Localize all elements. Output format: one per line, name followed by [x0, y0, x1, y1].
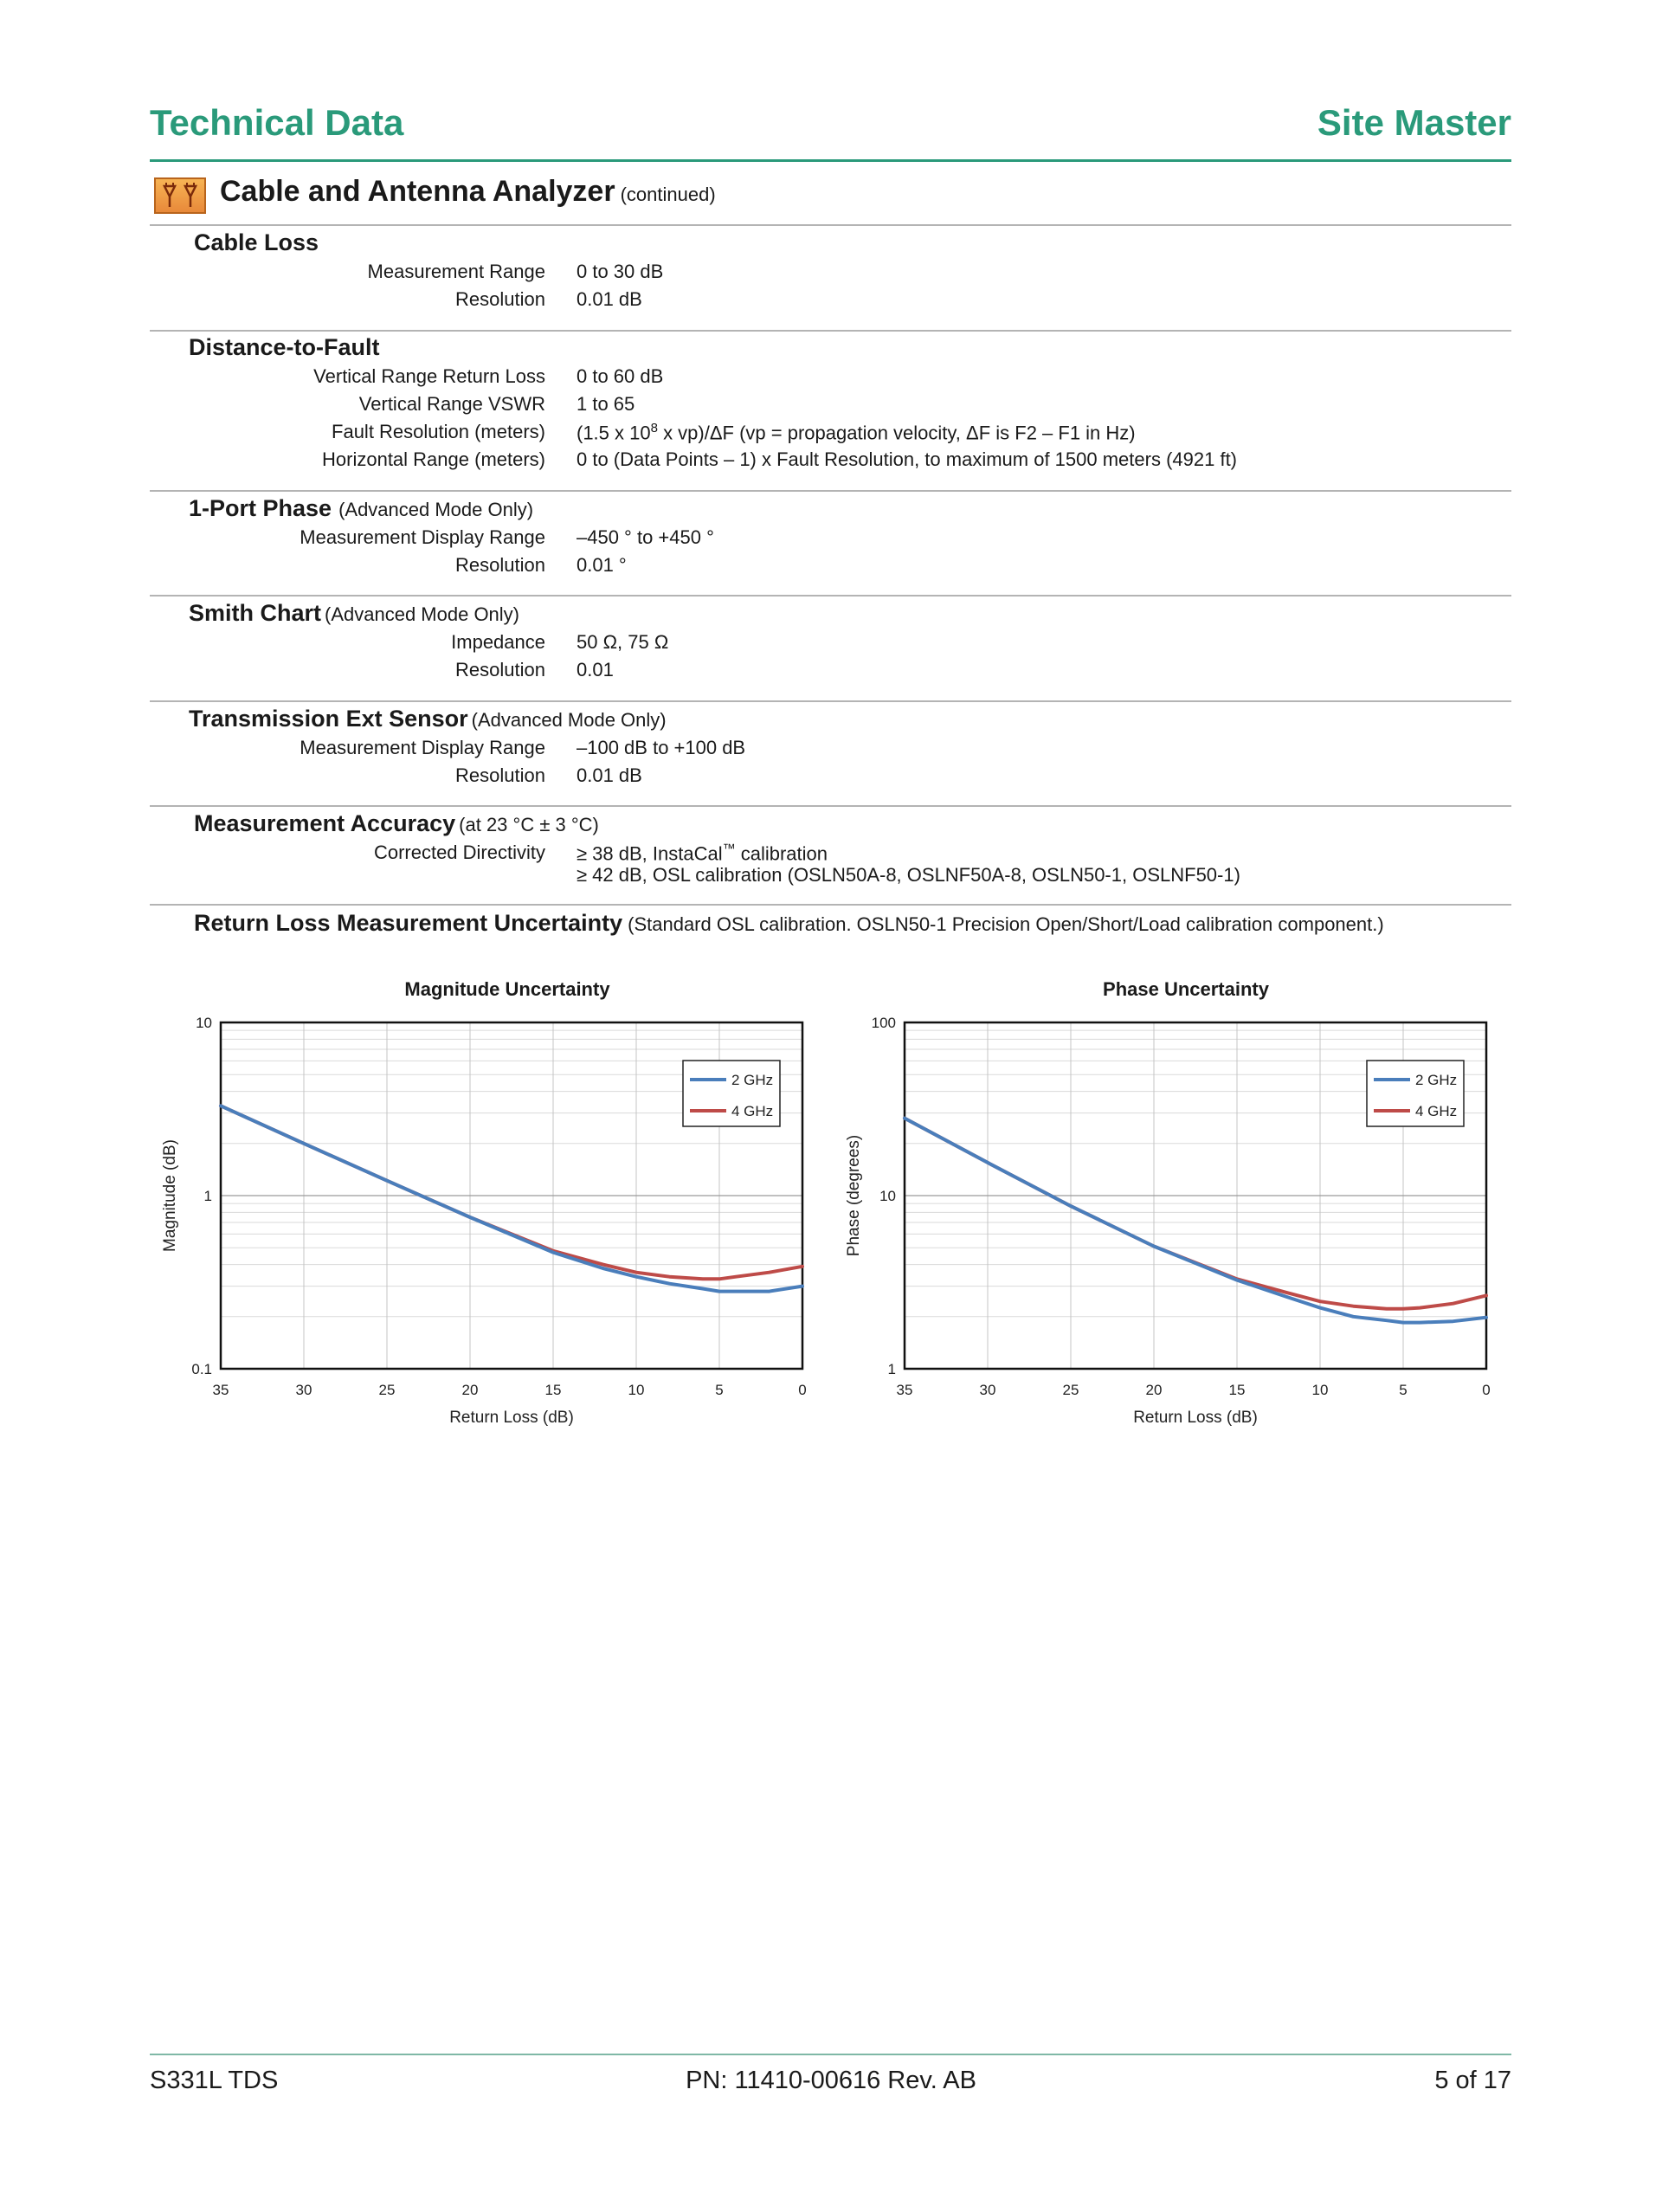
series-line-4-ghz — [905, 1119, 1486, 1309]
phase-chart-title: Phase Uncertainty — [1103, 978, 1269, 1000]
x-tick-label: 35 — [212, 1382, 229, 1398]
section-continued: (continued) — [620, 184, 716, 205]
legend-label: 4 GHz — [731, 1103, 774, 1119]
legend-label: 2 GHz — [1415, 1072, 1458, 1088]
accuracy-heading-text: Measurement Accuracy — [194, 810, 456, 836]
header-rule — [150, 159, 1511, 162]
x-tick-label: 0 — [1482, 1382, 1491, 1398]
footer-rule — [150, 2054, 1511, 2055]
smith-heading-text: Smith Chart — [189, 600, 322, 626]
x-tick-label: 35 — [896, 1382, 913, 1398]
divider — [150, 805, 1511, 807]
transmission-heading — [189, 706, 667, 732]
y-tick-label: 1 — [203, 1188, 212, 1204]
divider — [150, 330, 1511, 332]
magnitude-chart — [156, 1009, 814, 1446]
trademark-mark: ™ — [722, 842, 736, 856]
phase-heading — [189, 495, 533, 522]
spec-value — [577, 842, 828, 865]
accuracy-note: (at 23 °C ± 3 °C) — [459, 814, 599, 835]
magnitude-chart-svg — [156, 1009, 814, 1446]
spec-value: 0.01 dB — [577, 764, 642, 786]
transmission-note: (Advanced Mode Only) — [471, 709, 667, 731]
transmission-heading-text: Transmission Ext Sensor — [189, 706, 468, 732]
divider — [150, 224, 1511, 226]
spec-label: Measurement Range — [367, 261, 545, 282]
antenna-analyzer-icon — [154, 177, 206, 214]
spec-label: Measurement Display Range — [300, 737, 545, 758]
spec-value — [577, 421, 1136, 444]
x-tick-label: 30 — [295, 1382, 312, 1398]
legend-label: 4 GHz — [1415, 1103, 1458, 1119]
spec-label: Resolution — [455, 659, 545, 680]
x-tick-label: 10 — [1311, 1382, 1329, 1398]
header-title: Technical Data — [150, 102, 404, 143]
smith-heading — [189, 600, 519, 627]
section-title — [220, 175, 716, 209]
x-tick-label: 30 — [979, 1382, 996, 1398]
x-axis-label: Return Loss (dB) — [449, 1409, 574, 1427]
dtf-heading: Distance-to-Fault — [189, 334, 380, 360]
x-tick-label: 0 — [798, 1382, 807, 1398]
x-tick-label: 15 — [544, 1382, 562, 1398]
magnitude-chart-title: Magnitude Uncertainty — [404, 978, 610, 1000]
cable-loss-heading: Cable Loss — [194, 229, 319, 255]
x-tick-label: 15 — [1228, 1382, 1246, 1398]
x-tick-label: 10 — [628, 1382, 645, 1398]
y-axis-label: Phase (degrees) — [845, 1134, 863, 1257]
series-line-4-ghz — [221, 1106, 802, 1279]
phase-chart — [840, 1009, 1498, 1446]
spec-value: 0 to 30 dB — [577, 261, 664, 282]
x-tick-label: 5 — [715, 1382, 724, 1398]
phase-chart-svg — [840, 1009, 1498, 1446]
directivity-instacal-b: calibration — [735, 842, 828, 865]
divider — [150, 700, 1511, 702]
phase-heading-text: 1-Port Phase — [189, 495, 332, 521]
footer-part-number: PN: 11410-00616 Rev. AB — [686, 2067, 976, 2094]
spec-label: Impedance — [451, 631, 545, 653]
y-tick-label: 100 — [871, 1015, 896, 1031]
legend-label: 2 GHz — [731, 1072, 774, 1088]
spec-value: 0.01 ° — [577, 554, 627, 576]
footer-doc-id: S331L TDS — [150, 2067, 279, 2094]
phase-note: (Advanced Mode Only) — [338, 499, 534, 520]
spec-label: Resolution — [455, 554, 545, 576]
x-axis-label: Return Loss (dB) — [1133, 1409, 1258, 1427]
x-tick-label: 25 — [1062, 1382, 1079, 1398]
spec-label: Resolution — [455, 288, 545, 310]
divider — [150, 904, 1511, 906]
y-tick-label: 1 — [887, 1361, 896, 1377]
fault-resolution-exponent: 8 — [650, 421, 658, 435]
divider — [150, 490, 1511, 492]
header-product: Site Master — [1317, 102, 1511, 143]
fault-resolution-formula-a: (1.5 x 10 — [577, 422, 651, 444]
y-axis-label: Magnitude (dB) — [161, 1139, 179, 1252]
spec-label: Horizontal Range (meters) — [322, 448, 545, 470]
spec-value: 50 Ω, 75 Ω — [577, 631, 669, 653]
y-tick-label: 0.1 — [191, 1361, 212, 1377]
x-tick-label: 25 — [378, 1382, 396, 1398]
spec-value: ≥ 42 dB, OSL calibration (OSLN50A-8, OSLNF50A-8, OSLN50-1, OSLNF50-1) — [577, 864, 1240, 886]
section-title-text: Cable and Antenna Analyzer — [220, 175, 615, 208]
uncertainty-heading — [194, 910, 1384, 937]
fault-resolution-formula-b: x vp)/ΔF (vp = propagation velocity, ΔF is F2 – F1 in Hz) — [657, 422, 1136, 444]
x-tick-label: 20 — [461, 1382, 479, 1398]
spec-label: Vertical Range Return Loss — [313, 365, 545, 387]
x-tick-label: 5 — [1399, 1382, 1408, 1398]
divider — [150, 595, 1511, 597]
smith-note: (Advanced Mode Only) — [325, 603, 520, 625]
directivity-instacal-a: ≥ 38 dB, InstaCal — [577, 842, 723, 865]
spec-value: –450 ° to +450 ° — [577, 526, 714, 548]
y-tick-label: 10 — [879, 1188, 896, 1204]
spec-label: Resolution — [455, 764, 545, 786]
spec-value: –100 dB to +100 dB — [577, 737, 746, 758]
spec-value: 0 to (Data Points – 1) x Fault Resolution, to maximum of 1500 meters (4921 ft) — [577, 448, 1238, 470]
spec-label: Fault Resolution (meters) — [332, 421, 545, 442]
series-line-2-ghz — [221, 1106, 802, 1291]
spec-label: Corrected Directivity — [373, 842, 545, 863]
spec-value: 0 to 60 dB — [577, 365, 664, 387]
uncertainty-heading-text: Return Loss Measurement Uncertainty — [194, 910, 623, 936]
y-tick-label: 10 — [196, 1015, 212, 1031]
spec-label: Measurement Display Range — [300, 526, 545, 548]
spec-label: Vertical Range VSWR — [358, 393, 545, 415]
spec-value: 1 to 65 — [577, 393, 635, 415]
x-tick-label: 20 — [1145, 1382, 1163, 1398]
spec-value: 0.01 — [577, 659, 614, 680]
spec-value: 0.01 dB — [577, 288, 642, 310]
series-line-2-ghz — [905, 1119, 1486, 1323]
accuracy-heading — [194, 810, 599, 837]
uncertainty-note: (Standard OSL calibration. OSLN50-1 Precision Open/Short/Load calibration component.) — [628, 913, 1384, 935]
footer-page-number: 5 of 17 — [1434, 2067, 1511, 2094]
